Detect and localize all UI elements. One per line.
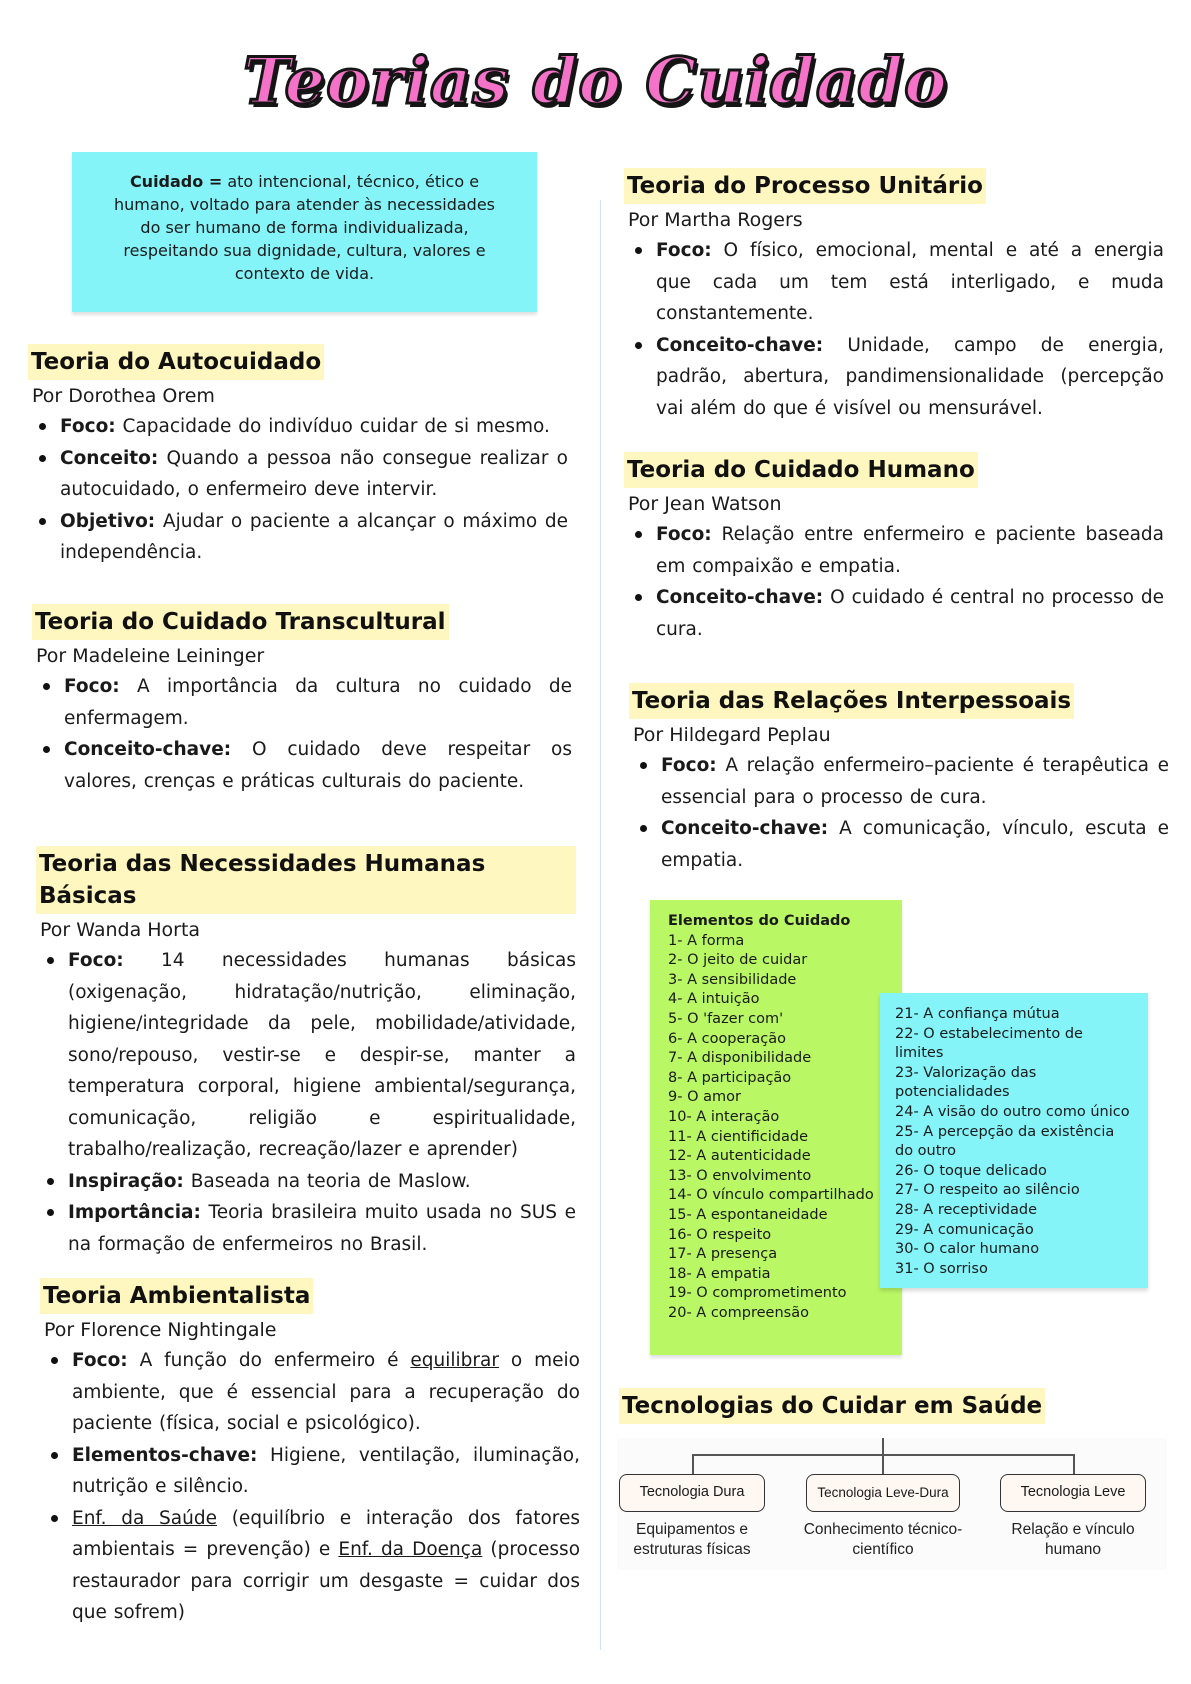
bullet-list (32, 671, 572, 797)
element-item: 8- A participação (668, 1069, 792, 1086)
bullet-list (624, 519, 1164, 645)
list-item (656, 330, 1164, 425)
element-item: 15- A espontaneidade (668, 1206, 828, 1223)
element-item: 16- O respeito (668, 1226, 772, 1243)
section-author: Por Jean Watson (628, 493, 782, 515)
section-interpessoais (629, 683, 1169, 876)
section-heading: Tecnologias do Cuidar em Saúde (619, 1388, 1045, 1424)
section-heading: Teoria das Necessidades Humanas Básicas (36, 846, 576, 914)
list-item (60, 411, 568, 443)
item-text: Baseada na teoria de Maslow. (183, 1170, 471, 1192)
element-item: 30- O calor humano (895, 1241, 1040, 1258)
item-text: Unidade, campo de energia, padrão, abertura, pandimensionalidade (percepção vai além do que é visível ou mensurável. (656, 334, 1164, 419)
element-item: 7- A disponibilidade (668, 1050, 812, 1067)
section-transcultural (32, 604, 572, 797)
item-text: Quando a pessoa não consegue realizar o autocuidado, o enfermeiro deve intervir. (60, 447, 568, 500)
section-cuidado-humano (624, 452, 1164, 645)
list-item (68, 1166, 576, 1198)
element-item: 14- O vínculo compartilhado (668, 1187, 874, 1204)
section-heading: Teoria do Processo Unitário (624, 168, 986, 204)
item-text: (processo restaurador para corrigir um desgaste = cuidar dos que sofrem) (72, 1539, 581, 1623)
item-label: Foco: (661, 755, 717, 776)
list-item (656, 235, 1164, 330)
item-text: A importância da cultura no cuidado de enfermagem. (64, 676, 572, 729)
element-item: 2- O jeito de cuidar (668, 952, 808, 969)
list-item (72, 1503, 580, 1629)
underlined-term: Enf. da Doença (338, 1539, 483, 1560)
element-item: 25- A percepção da existência do outro (895, 1123, 1115, 1160)
element-item: 29- A comunicação (895, 1221, 1034, 1238)
technology-tree (617, 1438, 1167, 1570)
elements-note-cyan (880, 993, 1148, 1288)
item-label: Conceito: (60, 447, 159, 469)
elements-list-b (895, 1005, 1133, 1279)
section-unitario (624, 168, 1164, 424)
underlined-term: Enf. da Saúde (72, 1507, 217, 1529)
item-text: Capacidade do indivíduo cuidar de si mesmo. (115, 416, 550, 437)
list-item (661, 750, 1169, 813)
tree-connector (692, 1454, 694, 1474)
section-author: Por Martha Rogers (628, 209, 803, 231)
item-text: A relação enfermeiro–paciente é terapêutica e essencial para o processo de cura. (661, 755, 1169, 808)
item-label: Conceito-chave: (656, 587, 824, 608)
section-heading: Teoria do Cuidado Humano (624, 452, 978, 488)
underlined-term: equilibrar (410, 1350, 499, 1371)
item-label: Conceito-chave: (656, 334, 824, 356)
item-text: 14 necessidades humanas básicas (oxigenação, hidratação/nutrição, eliminação, higiene/integridade da pele, mobilidade/atividade, sono/repouso, vestir-se e despir-se, manter a temperatura corporal, higiene ambiental/segurança, comunicação, religião e espiritualidade, trabalho/realização, recreação/lazer e aprender) (68, 950, 576, 1160)
item-text: Relação entre enfermeiro e paciente baseada em compaixão e empatia. (656, 524, 1164, 577)
item-text: A função do enfermeiro é (127, 1350, 411, 1371)
item-text: A comunicação, vínculo, escuta e empatia. (661, 818, 1169, 871)
element-item: 21- A confiança mútua (895, 1006, 1060, 1022)
item-text: Higiene, ventilação, iluminação, nutrição e silêncio. (72, 1444, 580, 1497)
list-item (661, 813, 1169, 876)
element-item: 24- A visão do outro como único (895, 1103, 1130, 1120)
item-label: Foco: (60, 416, 116, 437)
list-item (656, 519, 1164, 582)
item-label: Foco: (68, 950, 124, 971)
item-text: o meio ambiente, que é essencial para a recuperação do paciente (física, social e psicológico). (72, 1350, 580, 1434)
definition-text: ato intencional, técnico, ético e humano, voltado para atender às necessidades do ser humano de forma individualizada, respeitando sua dignidade, cultura, valores e contexto de vida. (113, 172, 495, 283)
definition-note (72, 152, 537, 312)
item-label: Foco: (64, 676, 120, 697)
section-author: Por Florence Nightingale (44, 1319, 277, 1341)
item-label: Inspiração: (68, 1170, 184, 1192)
element-item: 23- Valorização das potencialidades (895, 1064, 1037, 1101)
list-item (60, 506, 568, 569)
section-heading: Teoria das Relações Interpessoais (629, 683, 1074, 719)
bullet-list (36, 945, 576, 1260)
section-tecnologias (619, 1388, 1159, 1424)
bullet-list (40, 1345, 580, 1629)
element-item: 19- O comprometimento (668, 1285, 847, 1302)
element-item: 27- O respeito ao silêncio (895, 1182, 1080, 1199)
item-label: Conceito-chave: (64, 739, 232, 760)
list-item (64, 734, 572, 797)
element-item: 3- A sensibilidade (668, 971, 797, 988)
element-item: 4- A intuição (668, 991, 760, 1008)
element-item: 18- A empatia (668, 1265, 771, 1282)
item-text: (equilíbrio e interação dos fatores ambientais = prevenção) e (72, 1507, 580, 1560)
tech-leve-dura-desc: Conhecimento técnico-científico (803, 1521, 963, 1558)
element-item: 6- A cooperação (668, 1030, 787, 1047)
tech-leve-dura-box: Tecnologia Leve-Dura (806, 1474, 960, 1512)
list-item (64, 671, 572, 734)
tree-connector (1073, 1454, 1075, 1474)
element-item: 1- A forma (668, 932, 745, 949)
elements-note-green (650, 900, 902, 1355)
list-item (68, 945, 576, 1166)
item-label: Foco: (656, 524, 712, 545)
item-text: O físico, emocional, mental e até a energia que cada um tem está interligado, e muda constantemente. (656, 240, 1164, 324)
list-item (60, 443, 568, 506)
definition-term: Cuidado = (129, 172, 223, 191)
section-heading: Teoria Ambientalista (40, 1278, 313, 1314)
list-item (72, 1440, 580, 1503)
section-autocuidado (28, 344, 568, 569)
section-author: Por Hildegard Peplau (633, 724, 831, 746)
element-item: 12- A autenticidade (668, 1148, 811, 1165)
bullet-list (629, 750, 1169, 876)
item-label: Importância: (68, 1202, 201, 1223)
section-heading: Teoria do Autocuidado (28, 344, 324, 380)
tech-dura-desc: Equipamentos e estruturas físicas (633, 1521, 751, 1558)
element-item: 17- A presença (668, 1246, 778, 1263)
tree-connector (882, 1454, 884, 1474)
section-heading: Teoria do Cuidado Transcultural (32, 604, 449, 640)
elements-list-a (668, 932, 884, 1324)
element-item: 9- O amor (668, 1089, 741, 1106)
section-author: Por Madeleine Leininger (36, 645, 265, 667)
page-title: Teorias do Cuidado (243, 44, 948, 119)
item-text: Ajudar o paciente a alcançar o máximo de independência. (60, 510, 568, 563)
bullet-list (28, 411, 568, 569)
tree-connector (882, 1438, 884, 1454)
item-label: Objetivo: (60, 510, 156, 532)
element-item: 26- O toque delicado (895, 1162, 1047, 1179)
element-item: 5- O 'fazer com' (668, 1010, 784, 1027)
section-necessidades (36, 846, 576, 1260)
item-label: Elementos-chave: (72, 1444, 258, 1466)
list-item (656, 582, 1164, 645)
tech-leve-box: Tecnologia Leve (1000, 1474, 1146, 1512)
item-text: Teoria brasileira muito usada no SUS e na formação de enfermeiros no Brasil. (68, 1202, 576, 1255)
item-text: O cuidado é central no processo de cura. (656, 587, 1164, 640)
bullet-list (624, 235, 1164, 424)
element-item: 20- A compreensão (668, 1304, 809, 1321)
item-label: Foco: (656, 240, 712, 261)
list-item (68, 1197, 576, 1260)
column-divider (600, 200, 601, 1650)
element-item: 13- O envolvimento (668, 1167, 812, 1184)
list-item (72, 1345, 580, 1440)
item-label: Conceito-chave: (661, 818, 829, 839)
tech-leve-desc: Relação e vínculo humano (1011, 1521, 1135, 1558)
section-author: Por Dorothea Orem (32, 385, 215, 407)
element-item: 28- A receptividade (895, 1201, 1038, 1218)
element-item: 10- A interação (668, 1108, 780, 1125)
item-text: O cuidado deve respeitar os valores, crenças e práticas culturais do paciente. (64, 739, 572, 792)
element-item: 22- O estabelecimento de limites (895, 1025, 1083, 1062)
elements-title: Elementos do Cuidado (668, 913, 851, 929)
tech-dura-box: Tecnologia Dura (619, 1474, 765, 1512)
element-item: 11- A cientificidade (668, 1128, 808, 1145)
section-author: Por Wanda Horta (40, 919, 201, 941)
item-label: Foco: (72, 1350, 128, 1371)
section-ambientalista (40, 1278, 580, 1629)
element-item: 31- O sorriso (895, 1260, 988, 1277)
